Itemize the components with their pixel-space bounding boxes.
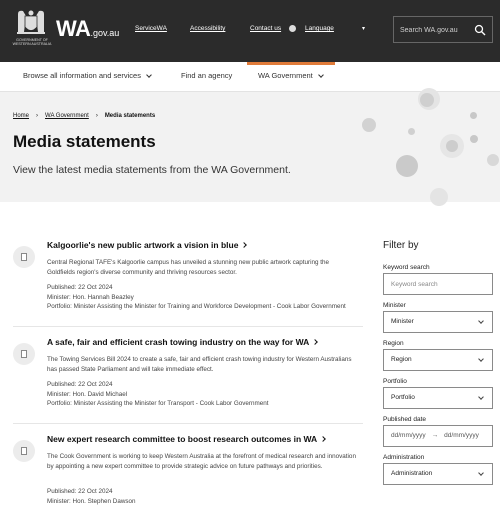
date-from-input[interactable]: dd/mm/yyyy bbox=[391, 426, 426, 446]
decorative-circle bbox=[430, 188, 448, 206]
chevron-down-icon bbox=[478, 318, 484, 324]
globe-icon bbox=[289, 25, 296, 32]
statement-published: Published: 22 Oct 2024 bbox=[47, 487, 112, 497]
language-caret-icon[interactable]: ▾ bbox=[362, 25, 365, 32]
statement-summary: The Towing Services Bill 2024 to create a safe, fair and efficient crash towing industry for Western Australians has passed State Parliament and will take immediate effect. bbox=[47, 355, 357, 374]
administration-label: Administration bbox=[383, 454, 424, 461]
site-search-input[interactable] bbox=[400, 24, 470, 36]
logo-suffix: .gov.au bbox=[90, 28, 119, 38]
site-logo[interactable] bbox=[56, 16, 119, 42]
nav-wa-government[interactable] bbox=[258, 71, 323, 80]
divider bbox=[13, 326, 363, 327]
chevron-down-icon bbox=[478, 394, 484, 400]
page-hero bbox=[0, 92, 500, 202]
document-icon bbox=[13, 343, 35, 365]
statement-title-link[interactable] bbox=[47, 240, 246, 250]
breadcrumb-separator-icon: › bbox=[36, 113, 38, 119]
region-select[interactable] bbox=[383, 349, 493, 371]
page-title: Media statements bbox=[13, 132, 156, 152]
statement-title: New expert research committee to boost research outcomes in WA bbox=[47, 434, 317, 444]
statement-published: Published: 22 Oct 2024 bbox=[47, 283, 112, 293]
language-link[interactable]: Language bbox=[305, 25, 334, 32]
document-icon bbox=[13, 246, 35, 268]
nav-browse-all[interactable] bbox=[23, 71, 151, 80]
wa-crest-logo[interactable] bbox=[14, 10, 48, 36]
search-icon[interactable] bbox=[474, 24, 486, 36]
decorative-circle bbox=[408, 128, 415, 135]
administration-select[interactable] bbox=[383, 463, 493, 485]
statement-portfolio: Portfolio: Minister Assisting the Minister for Transport - Cook Labor Government bbox=[47, 399, 269, 409]
nav-find-agency[interactable]: Find an agency bbox=[181, 71, 232, 80]
nav-wa-government-label: WA Government bbox=[258, 71, 313, 80]
portfolio-select-value: Portfolio bbox=[391, 394, 415, 401]
portfolio-select[interactable] bbox=[383, 387, 493, 409]
minister-label: Minister bbox=[383, 302, 406, 309]
accessibility-link[interactable]: Accessibility bbox=[190, 25, 225, 32]
statement-summary: Central Regional TAFE's Kalgoorlie campus has unveiled a stunning new public artwork capturing the Goldfields region's diverse community and thriving resources sector. bbox=[47, 258, 357, 277]
decorative-circle bbox=[420, 93, 434, 107]
contact-us-link[interactable]: Contact us bbox=[250, 25, 281, 32]
chevron-right-icon bbox=[320, 436, 326, 442]
filter-heading: Filter by bbox=[383, 240, 419, 251]
statement-title-link[interactable] bbox=[47, 337, 317, 347]
minister-select-value: Minister bbox=[391, 318, 414, 325]
region-select-value: Region bbox=[391, 356, 412, 363]
list-item bbox=[13, 240, 363, 320]
chevron-down-icon bbox=[318, 72, 324, 78]
breadcrumb-separator-icon: › bbox=[96, 113, 98, 119]
decorative-circle bbox=[470, 135, 478, 143]
chevron-down-icon bbox=[146, 72, 152, 78]
chevron-down-icon bbox=[478, 470, 484, 476]
decorative-circle bbox=[487, 154, 499, 166]
site-search bbox=[393, 16, 493, 43]
list-item bbox=[13, 337, 363, 417]
list-item bbox=[13, 434, 363, 500]
decorative-circle bbox=[470, 112, 477, 119]
published-date-range bbox=[383, 425, 493, 447]
arrow-right-icon: → bbox=[432, 426, 439, 446]
administration-select-value: Administration bbox=[391, 470, 432, 477]
keyword-label: Keyword search bbox=[383, 264, 430, 271]
government-label: GOVERNMENT OF WESTERN AUSTRALIA bbox=[12, 38, 52, 46]
statement-minister: Minister: Hon. Stephen Dawson bbox=[47, 497, 136, 506]
decorative-circle bbox=[362, 118, 376, 132]
site-header bbox=[0, 0, 500, 62]
page-intro: View the latest media statements from the WA Government. bbox=[13, 164, 291, 176]
statement-minister: Minister: Hon. David Michael bbox=[47, 390, 127, 400]
breadcrumb bbox=[13, 113, 155, 119]
statement-title: Kalgoorlie's new public artwork a vision in blue bbox=[47, 240, 238, 250]
chevron-down-icon bbox=[478, 356, 484, 362]
portfolio-label: Portfolio bbox=[383, 378, 407, 385]
breadcrumb-current: Media statements bbox=[105, 113, 155, 119]
breadcrumb-home[interactable]: Home bbox=[13, 113, 29, 119]
region-label: Region bbox=[383, 340, 404, 347]
published-date-label: Published date bbox=[383, 416, 426, 423]
document-icon bbox=[13, 440, 35, 462]
servicewa-link[interactable]: ServiceWA bbox=[135, 25, 167, 32]
minister-select[interactable] bbox=[383, 311, 493, 333]
statement-published: Published: 22 Oct 2024 bbox=[47, 380, 112, 390]
statement-title-link[interactable] bbox=[47, 434, 325, 444]
nav-active-indicator bbox=[247, 62, 335, 65]
breadcrumb-wa-government[interactable]: WA Government bbox=[45, 113, 89, 119]
logo-main: WA bbox=[56, 16, 90, 41]
date-to-input[interactable]: dd/mm/yyyy bbox=[444, 426, 479, 446]
nav-browse-all-label: Browse all information and services bbox=[23, 71, 141, 80]
statement-minister: Minister: Hon. Hannah Beazley bbox=[47, 293, 134, 303]
decorative-circle bbox=[396, 155, 418, 177]
statement-title: A safe, fair and efficient crash towing industry on the way for WA bbox=[47, 337, 309, 347]
keyword-search-input[interactable] bbox=[383, 273, 493, 295]
chevron-right-icon bbox=[312, 339, 318, 345]
chevron-right-icon bbox=[242, 242, 248, 248]
statement-summary: The Cook Government is working to keep Western Australia at the forefront of medical research and innovation by appointing a new expert committee to provide strategic advice on future pathways and priorities. bbox=[47, 452, 357, 471]
divider bbox=[13, 423, 363, 424]
decorative-circle bbox=[446, 140, 458, 152]
statement-portfolio: Portfolio: Minister Assisting the Minister for Training and Workforce Development - Cook Labor Government bbox=[47, 302, 346, 312]
